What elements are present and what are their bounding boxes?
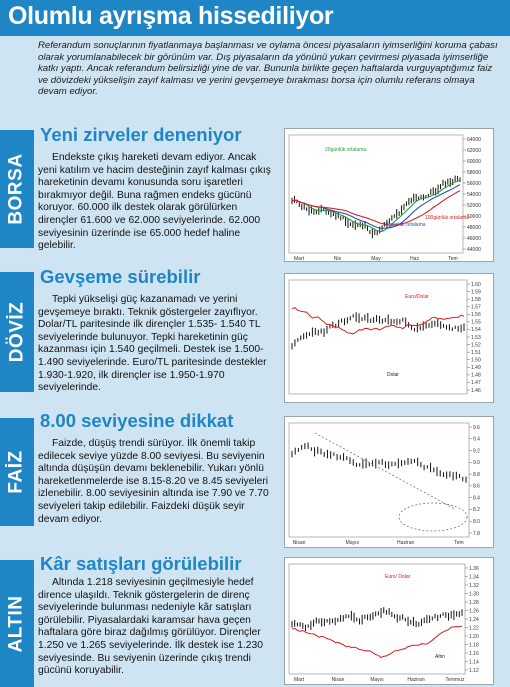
faiz-ytick-label: 9.6 bbox=[473, 424, 480, 431]
borsa-ytick-label: 50000 bbox=[467, 213, 481, 220]
doviz-ytick-label: 1.47 bbox=[471, 380, 481, 387]
section-paragraph-altin: Altında 1.218 seviyesinin geçilmesiyle hedef dirence ulaşıldı. Teknik göstergelerin de direnç seviyelerinde bulunması nedeniyle kâr satışları görülebilir. Piyasalardaki karamsar hava geçen haftalara göre biraz dağılmış görülüyor. Dirençler 1.250 ve 1.265 seviyelerinde. İlk destek ise 1.230 seviyesinde. Bu seviyenin üzerinde çıkış trendi gücünü koruyabilir. bbox=[38, 577, 263, 677]
faiz-ytick-label: 7.8 bbox=[473, 530, 480, 537]
faiz-highlight-ellipse bbox=[399, 503, 467, 531]
altin-xtick-label: Mart bbox=[294, 677, 304, 683]
faiz-ytick-label: 8.6 bbox=[473, 483, 480, 490]
altin-ytick-label: 1.36 bbox=[469, 565, 479, 572]
chart-faiz-svg bbox=[285, 417, 495, 549]
side-label-borsa bbox=[0, 130, 34, 248]
side-label-faiz-text: FAİZ bbox=[6, 450, 28, 494]
borsa-xtick-label: Nis bbox=[333, 256, 342, 262]
header-banner bbox=[0, 0, 510, 36]
side-label-faiz bbox=[0, 418, 34, 526]
borsa-ytick-label: 44000 bbox=[467, 246, 481, 253]
altin-xtick-label: Haziran bbox=[407, 677, 425, 683]
doviz-ytick-label: 1.55 bbox=[471, 319, 481, 326]
doviz-ytick-label: 1.58 bbox=[471, 296, 481, 303]
side-label-borsa-text: BORSA bbox=[6, 153, 27, 225]
altin-ytick-label: 1.32 bbox=[469, 582, 479, 589]
borsa-ytick-label: 56000 bbox=[467, 180, 481, 187]
borsa-xtick-label: Tem bbox=[448, 256, 458, 262]
borsa-plot-area bbox=[289, 135, 463, 253]
borsa-annotation-ma100: 100günlük ortalama bbox=[425, 215, 469, 221]
doviz-ytick-label: 1.59 bbox=[471, 289, 481, 296]
borsa-ytick-label: 46000 bbox=[467, 235, 481, 242]
borsa-ytick-label: 54000 bbox=[467, 191, 481, 198]
borsa-ytick-label: 52000 bbox=[467, 202, 481, 209]
altin-ytick-label: 1.24 bbox=[469, 616, 479, 623]
section-text-altin bbox=[38, 577, 276, 678]
faiz-xtick-label: Mayıs bbox=[345, 540, 360, 546]
altin-ytick-label: 1.34 bbox=[469, 574, 479, 581]
section-title-doviz: Gevşeme sürebilir bbox=[40, 266, 201, 287]
section-title-borsa: Yeni zirveler deneniyor bbox=[40, 124, 242, 145]
altin-euro-line bbox=[292, 626, 462, 657]
faiz-ytick-label: 8.4 bbox=[473, 495, 480, 502]
side-label-doviz-text: DÖVİZ bbox=[6, 301, 27, 363]
section-title-altin: Kâr satışları görülebilir bbox=[40, 553, 242, 574]
doviz-ytick-label: 1.57 bbox=[471, 304, 481, 311]
doviz-ytick-label: 1.50 bbox=[471, 357, 481, 364]
doviz-ytick-label: 1.51 bbox=[471, 349, 481, 356]
altin-ytick-label: 1.22 bbox=[469, 625, 479, 632]
doviz-annotation-euro: Euro/Dolar bbox=[405, 294, 429, 300]
borsa-annotation-ma50: 50 günlük ortalama bbox=[383, 222, 426, 228]
faiz-xtick-label: Nisan bbox=[292, 540, 306, 546]
altin-ytick-label: 1.14 bbox=[469, 659, 479, 666]
chart-borsa bbox=[284, 128, 494, 262]
faiz-ytick-label: 9.4 bbox=[473, 436, 480, 443]
faiz-xtick-label: Tem bbox=[454, 540, 464, 546]
doviz-ytick-label: 1.60 bbox=[471, 281, 481, 288]
doviz-annotation-dolar: Dolar bbox=[387, 372, 399, 378]
faiz-ytick-label: 9.0 bbox=[473, 460, 480, 467]
altin-ytick-label: 1.18 bbox=[469, 642, 479, 649]
doviz-ytick-label: 1.46 bbox=[471, 387, 481, 394]
chart-faiz bbox=[284, 416, 494, 548]
faiz-plot-area bbox=[289, 423, 469, 537]
faiz-ytick-label: 9.2 bbox=[473, 448, 480, 455]
side-label-altin-text: ALTIN bbox=[6, 594, 27, 653]
chart-doviz-svg bbox=[285, 274, 495, 404]
doviz-ytick-label: 1.53 bbox=[471, 334, 481, 341]
page-title: Olumlu ayrışma hissediliyor bbox=[8, 2, 334, 30]
chart-altin bbox=[284, 557, 494, 685]
altin-ytick-label: 1.28 bbox=[469, 599, 479, 606]
borsa-ytick-label: 58000 bbox=[467, 169, 481, 176]
doviz-plot-area bbox=[289, 280, 467, 394]
faiz-ytick-label: 8.0 bbox=[473, 519, 480, 526]
altin-ytick-label: 1.20 bbox=[469, 633, 479, 640]
altin-ytick-label: 1.30 bbox=[469, 591, 479, 598]
section-paragraph-borsa: Endekste çıkış hareketi devam ediyor. Ancak yeni katılım ve hacim desteğinin zayıf kalması çıkış hareketinin devamı konusunda soru işaretleri bırakmıyor değil. Buna rağmen endeks gücünü koruyor. 60.000 ilk destek olarak görülürken dirençler 61.600 ve 62.000 seviyelerinde. 62.000 seviyesinin üzerinde ise 65.000 hedef haline gelebilir. bbox=[38, 152, 271, 252]
section-paragraph-doviz: Tepki yükselişi güç kazanamadı ve yerini gevşemeye bıraktı. Teknik göstergeler zayıflıyor. Dolar/TL paritesinde ilk dirençler 1.535- 1.540 TL seviyelerinde bulunuyor. Tepki hareketinin güç kazanması için 1.540 geçilmeli. Destek ise 1.500-1.490 seviyelerinde. Euro/TL paritesinde destekler 1.930-1.920, ilk dirençler ise 1.950-1.970 seviyelerinde. bbox=[38, 294, 267, 394]
doviz-ytick-label: 1.56 bbox=[471, 312, 481, 319]
intro-paragraph: Referandum sonuçlarının fiyatlanmaya başlanması ve oylama öncesi piyasaların iyimserliğini koruma çabası olarak yorumlanabilecek bir görünüm var. Dış piyasaların da yönünü yukarı çevirmesi piyasada iyimserliğe katkı yaptı. Ancak referandum belirsizliği yine de var. Bununla birlikte geçen haftalarda vurguyaptığımız faiz ve dövizdeki yükselişin zayıf kalması ve yerini gevşemeye bırakması borsa için olumlu referans olmaya devam ediyor. bbox=[38, 40, 498, 98]
borsa-ytick-label: 48000 bbox=[467, 224, 481, 231]
side-label-doviz bbox=[0, 272, 34, 392]
section-text-faiz bbox=[38, 438, 276, 526]
borsa-xtick-label: Haz bbox=[410, 256, 419, 262]
altin-xtick-label: Temmuz bbox=[445, 677, 465, 683]
borsa-annotation-ma20: 20günlük ortalama bbox=[325, 147, 367, 153]
altin-annotation-euro: Euro/ Dolar bbox=[385, 574, 411, 580]
faiz-xtick-label: Haziran bbox=[397, 540, 415, 546]
chart-borsa-svg bbox=[285, 129, 495, 263]
doviz-ytick-label: 1.52 bbox=[471, 342, 481, 349]
doviz-ytick-label: 1.48 bbox=[471, 372, 481, 379]
altin-annotation-altin: Altın bbox=[435, 654, 446, 660]
section-paragraph-faiz: Faizde, düşüş trendi sürüyor. İlk önemli takip edilecek seviye yüzde 8.00 seviyesi. Bu seviyenin altında düşüşün devamı beklenebilir. Yukarı yönlü hareketlenmelerde ise 8.15-8.20 ve 8.45 seviyeleri izlenebilir. 8.00 seviyesinin altında ise 7.90 ve 7.70 seviyeleri takip edilebilir. Faizdeki düşük seyir devam ediyor. bbox=[38, 438, 269, 525]
borsa-ytick-label: 64000 bbox=[467, 136, 481, 143]
side-label-altin bbox=[0, 560, 34, 687]
section-title-faiz: 8.00 seviyesine dikkat bbox=[40, 410, 234, 431]
section-text-borsa bbox=[38, 152, 276, 253]
altin-xtick-label: Mayıs bbox=[370, 677, 384, 683]
faiz-ytick-label: 8.8 bbox=[473, 471, 480, 478]
borsa-xtick-label: Mart bbox=[294, 256, 304, 262]
altin-xtick-label: Nisan bbox=[331, 677, 345, 683]
altin-ytick-label: 1.26 bbox=[469, 608, 479, 615]
doviz-ytick-label: 1.49 bbox=[471, 365, 481, 372]
faiz-ytick-label: 8.2 bbox=[473, 507, 480, 514]
altin-ytick-label: 1.12 bbox=[469, 667, 479, 674]
doviz-ytick-label: 1.54 bbox=[471, 327, 481, 334]
altin-ytick-label: 1.16 bbox=[469, 650, 479, 657]
borsa-ytick-label: 60000 bbox=[467, 158, 481, 165]
chart-doviz bbox=[284, 273, 494, 403]
borsa-xtick-label: May bbox=[371, 256, 381, 262]
section-text-doviz bbox=[38, 294, 276, 395]
borsa-ytick-label: 62000 bbox=[467, 147, 481, 154]
chart-altin-svg bbox=[285, 558, 495, 686]
